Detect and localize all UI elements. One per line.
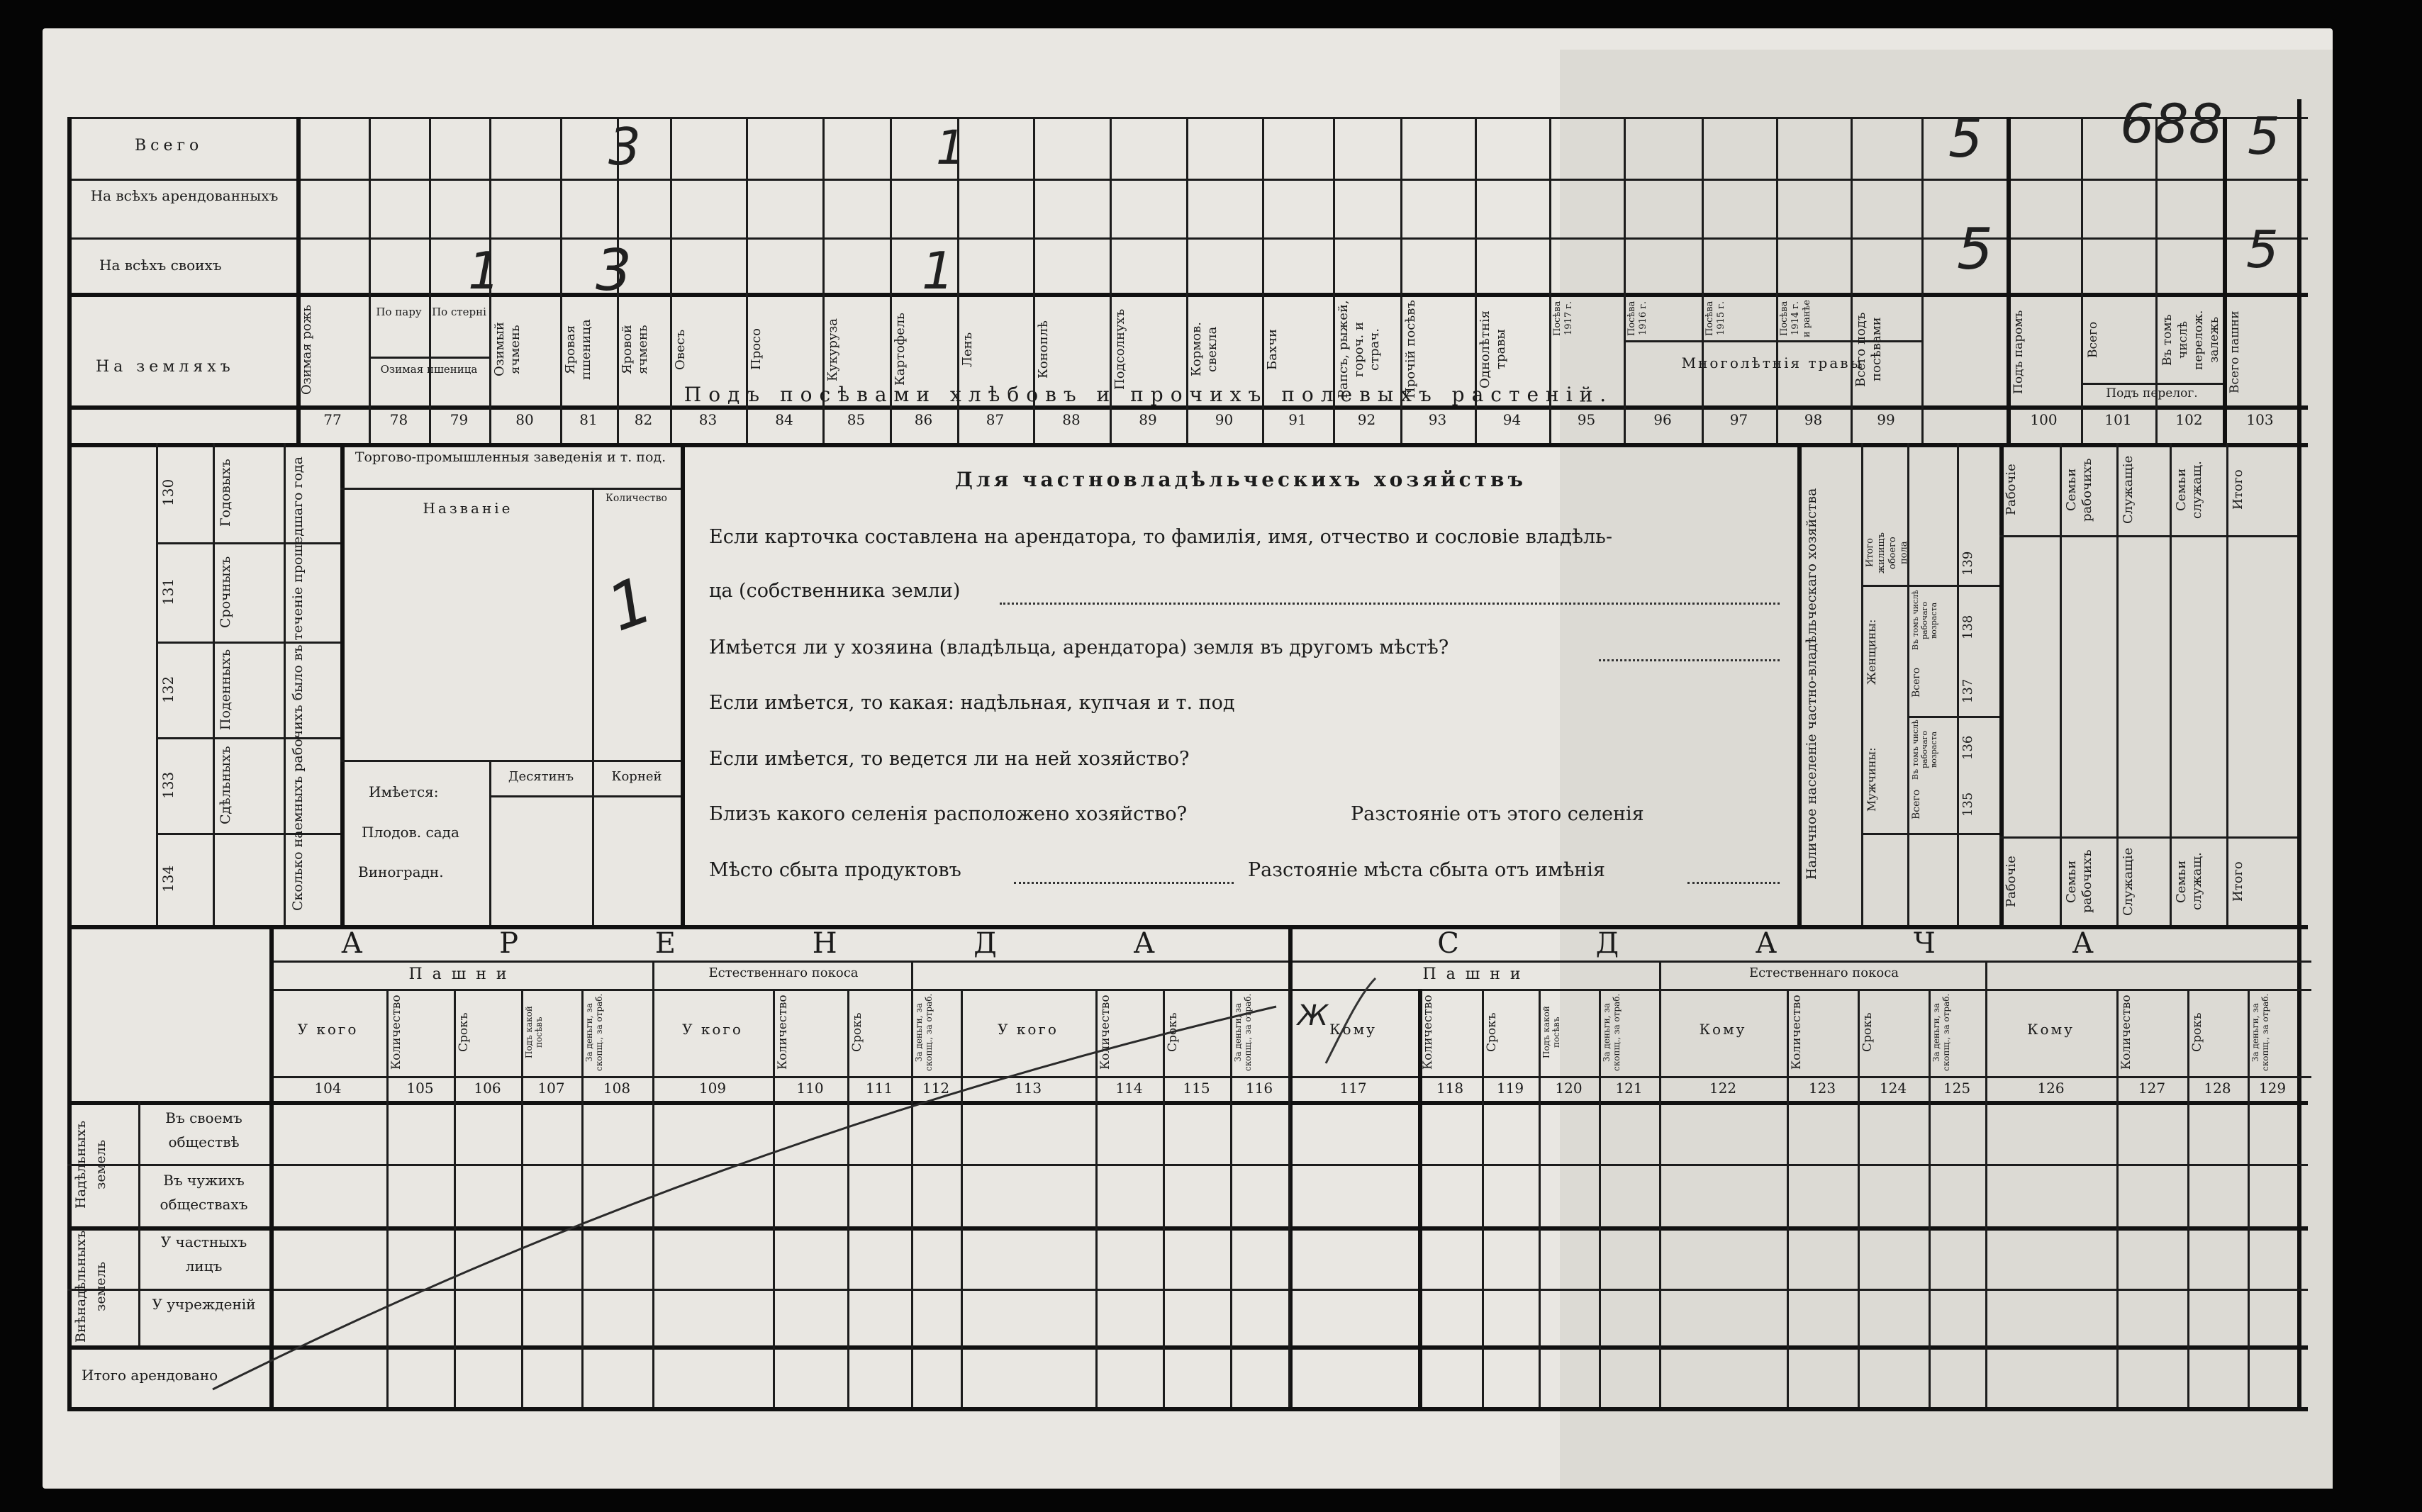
hired-type-number: 130 xyxy=(160,478,177,507)
crop-number: 96 xyxy=(1653,411,1672,428)
bottom-col-number: 105 xyxy=(406,1080,434,1097)
crop-number: 95 xyxy=(1577,411,1596,428)
worker-col-footer: Семьи служащ. xyxy=(2174,852,2204,911)
bottom-col-header: Количество xyxy=(2119,995,2133,1070)
bottom-col-number: 107 xyxy=(537,1080,565,1097)
question-5b: Разстояніе отъ этого селенія xyxy=(1351,803,1644,825)
grass-group-label: Многолѣтнія травы xyxy=(1681,354,1864,371)
crop-label: Кормов. свекла xyxy=(1189,322,1220,377)
pop-column-number: 137 xyxy=(1960,678,1975,704)
hw-total-103: 5 xyxy=(2248,106,2280,166)
crop-number: 91 xyxy=(1288,411,1307,428)
row-other-society: Въ чужихъ обществахъ xyxy=(160,1172,248,1213)
crop-label: Подсолнухъ xyxy=(1112,308,1127,391)
hired-type-number: 133 xyxy=(160,771,177,799)
hw-total-81: 3 xyxy=(608,117,641,177)
bottom-col-header: Количество xyxy=(1790,995,1804,1070)
bottom-col-header: У кого xyxy=(998,1021,1059,1038)
hired-type-number: 131 xyxy=(160,578,177,606)
row-private: У частныхъ лицъ xyxy=(160,1233,247,1275)
bottom-col-number: 121 xyxy=(1615,1080,1643,1097)
worker-col-footer: Служащіе xyxy=(2121,847,2136,916)
crop-number: 88 xyxy=(1062,411,1081,428)
sdacha-pokos: Естественнаго покоса xyxy=(1748,965,1899,980)
bottom-col-header: Срокъ xyxy=(850,1012,864,1052)
hired-type-number: 132 xyxy=(160,676,177,703)
desyatin-header: Десятинъ xyxy=(508,769,574,784)
row-label-lands: На земляхъ xyxy=(96,358,235,376)
korney-header: Корней xyxy=(611,769,662,784)
bottom-col-number: 126 xyxy=(2037,1080,2065,1097)
crop-number: 89 xyxy=(1139,411,1157,428)
bottom-col-number: 129 xyxy=(2258,1080,2287,1097)
row-label-total: Всего xyxy=(135,137,203,155)
field-col-label: Въ томъ числѣ перелож. залежь xyxy=(2160,310,2221,370)
pop-total-both: Итого жилищъ обоего пола xyxy=(1865,532,1909,573)
bottom-col-header: Срокъ xyxy=(1860,1012,1875,1052)
bottom-col-number: 125 xyxy=(1943,1080,1971,1097)
bottom-col-number: 119 xyxy=(1496,1080,1524,1097)
bottom-col-header: Количество xyxy=(776,995,790,1070)
bottom-col-number: 108 xyxy=(603,1080,631,1097)
question-5: Близъ какого селенія расположено хозяйство? xyxy=(709,803,1188,825)
question-2: Имѣется ли у хозяина (владѣльца, арендатора) земля въ другомъ мѣстѣ? xyxy=(709,637,1449,659)
bottom-col-header: За деньги, за скопщ., за отраб. xyxy=(1602,993,1622,1071)
trade-title: Торгово-промышленныя заведенія и т. под. xyxy=(355,449,666,465)
trade-name-header: Названіе xyxy=(423,500,513,517)
crop-label: Посѣва 1914 г. и ранѣе xyxy=(1779,299,1812,337)
bottom-col-number: 127 xyxy=(2138,1080,2166,1097)
field-col-number: 102 xyxy=(2175,411,2203,428)
crop-label: Просо xyxy=(749,328,764,371)
field-col-label: Подъ паромъ xyxy=(2011,310,2026,395)
question-1: Если карточка составлена на арендатора, то фамилія, имя, отчество и сословіе владѣль- xyxy=(709,526,1612,548)
bottom-col-header: Срокъ xyxy=(457,1012,471,1052)
crop-label: Посѣва 1915 г. xyxy=(1704,301,1726,336)
hw-own-79: 1 xyxy=(468,241,501,301)
bottom-col-header: Количество xyxy=(1421,995,1435,1070)
arenda-pashni: Пашни xyxy=(408,965,517,983)
vineyard-label: Виноградн. xyxy=(358,863,444,880)
crop-label: Прочій посѣвъ xyxy=(1403,300,1418,399)
crop-number: 81 xyxy=(579,411,598,428)
hw-stray-mark: 1 xyxy=(598,562,662,646)
bottom-col-number: 123 xyxy=(1808,1080,1836,1097)
private-title: Для частновладѣльческихъ хозяйствъ xyxy=(954,468,1527,491)
field-col-number: 103 xyxy=(2246,411,2274,428)
row-group-nadel: Надѣльныхъ земель xyxy=(73,1120,108,1209)
crop-number: 87 xyxy=(986,411,1005,428)
bottom-col-number: 114 xyxy=(1115,1080,1143,1097)
hw-own-99: 5 xyxy=(1957,216,1993,282)
worker-col-header: Служащіе xyxy=(2121,455,2136,525)
bottom-col-number: 113 xyxy=(1014,1080,1042,1097)
bottom-col-header: У кого xyxy=(682,1021,743,1038)
bottom-col-number: 106 xyxy=(474,1080,501,1097)
question-6b: Разстояніе мѣста сбыта отъ имѣнія xyxy=(1248,859,1605,881)
crop-label: По стерні xyxy=(432,306,486,318)
field-col-label: Всего пашни xyxy=(2228,310,2242,394)
bottom-col-number: 128 xyxy=(2204,1080,2231,1097)
bottom-col-header: За деньги, за скопщ., за отраб. xyxy=(914,993,934,1071)
hired-type-label: Срочныхъ xyxy=(218,556,233,628)
pop-total-men: Всего xyxy=(1911,789,1922,820)
bottom-col-header: Срокъ xyxy=(1485,1012,1499,1052)
hw-own-81: 3 xyxy=(596,237,632,303)
crop-number: 93 xyxy=(1428,411,1447,428)
crop-label: Бахчи xyxy=(1265,329,1280,371)
worker-col-footer: Семьи рабочихъ xyxy=(2064,849,2094,914)
hw-own-103: 5 xyxy=(2246,220,2279,279)
crop-label: Рапсъ, рыжей, гороч. и страч. xyxy=(1336,300,1382,399)
bottom-col-number: 116 xyxy=(1245,1080,1273,1097)
bottom-col-number: 111 xyxy=(865,1080,893,1097)
crop-label: Всего подъ посѣвами xyxy=(1853,312,1884,387)
bottom-col-header: Количество xyxy=(1098,995,1112,1070)
crop-number: 92 xyxy=(1357,411,1376,428)
field-col-number: 101 xyxy=(2104,411,2132,428)
hired-type-label: Поденныхъ xyxy=(218,649,233,730)
row-total-rented: Итого арендовано xyxy=(82,1367,218,1384)
perelog-group-label: Подъ перелог. xyxy=(2106,386,2198,401)
bottom-col-number: 124 xyxy=(1879,1080,1907,1097)
arenda-title: А Р Е Н Д А xyxy=(341,927,1219,960)
crop-label: Посѣва 1917 г. xyxy=(1552,301,1574,336)
row-own-society: Въ своемъ обществѣ xyxy=(165,1109,242,1150)
bottom-col-header: Подъ какой посѣвъ xyxy=(1541,1006,1561,1058)
worker-col-footer: Итого xyxy=(2231,861,2245,902)
bottom-col-header: Кому xyxy=(1699,1021,1747,1038)
crop-number: 82 xyxy=(634,411,653,428)
field-col-number: 100 xyxy=(2030,411,2058,428)
bottom-col-number: 118 xyxy=(1436,1080,1464,1097)
bottom-col-header: За деньги, за скопщ., за отраб. xyxy=(584,993,604,1071)
hired-type-label: Сдѣльныхъ xyxy=(218,746,233,824)
crop-number: 90 xyxy=(1215,411,1234,428)
bottom-col-header: За деньги, за скопщ., за отраб. xyxy=(1233,993,1253,1071)
crop-number: 79 xyxy=(450,411,469,428)
hired-type-number: 134 xyxy=(160,865,177,893)
bottom-col-number: 110 xyxy=(796,1080,824,1097)
crop-number: 94 xyxy=(1502,411,1522,428)
crop-label: Ленъ xyxy=(960,332,975,367)
crop-number: 78 xyxy=(389,411,408,428)
sdacha-pashni: Пашни xyxy=(1422,965,1531,983)
hw-field-mark: Ж xyxy=(1298,999,1329,1032)
bottom-col-number: 117 xyxy=(1339,1080,1367,1097)
row-institutions: У учрежденій xyxy=(152,1296,256,1313)
women-label: Женщины: xyxy=(1865,619,1878,685)
bottom-col-header: Подъ какой посѣвъ xyxy=(524,1006,544,1058)
bottom-col-number: 122 xyxy=(1709,1080,1737,1097)
question-1-cont: ца (собственника земли) xyxy=(709,580,961,602)
crop-number: 97 xyxy=(1729,411,1748,428)
crop-number: 85 xyxy=(847,411,866,428)
row-group-vnenadel: Внѣнадѣльныхъ земель xyxy=(73,1230,108,1343)
crop-number: 77 xyxy=(323,411,342,428)
bottom-col-number: 104 xyxy=(314,1080,342,1097)
pop-column-number: 138 xyxy=(1960,615,1975,640)
bottom-col-header: За деньги, за скопщ., за отраб. xyxy=(1931,993,1951,1071)
bottom-col-number: 109 xyxy=(698,1080,727,1097)
worker-col-header: Семьи рабочихъ xyxy=(2064,458,2094,522)
crop-number: 84 xyxy=(775,411,793,428)
pop-workers-men: Въ томъ числѣ рабочаго возраста xyxy=(1911,719,1938,780)
hw-own-85: 1 xyxy=(922,241,954,301)
crop-number: 83 xyxy=(698,411,718,428)
worker-col-header: Семьи служащ. xyxy=(2174,461,2204,519)
sdacha-title: С Д А Ч А xyxy=(1437,927,2158,960)
crop-label: Картофель xyxy=(893,313,908,386)
field-col-label: Всего xyxy=(2086,321,2100,359)
arenda-pokos: Естественнаго покоса xyxy=(708,965,859,980)
crop-label: Коноплѣ xyxy=(1036,320,1051,379)
pop-column-number: 139 xyxy=(1960,551,1975,576)
worker-col-header: Рабочіе xyxy=(2004,464,2019,516)
bottom-col-number: 112 xyxy=(922,1080,950,1097)
crop-label: Однолѣтнія травы xyxy=(1478,310,1508,389)
crop-number: 80 xyxy=(515,411,534,428)
has-label: Имѣется: xyxy=(369,783,439,800)
bottom-col-header: Срокъ xyxy=(1166,1012,1180,1052)
pop-workers-women: Въ томъ числѣ рабочаго возраста xyxy=(1911,590,1938,651)
worker-col-footer: Рабочіе xyxy=(2004,856,2019,907)
crop-number: 99 xyxy=(1877,411,1895,428)
crop-label: Озимый ячмень xyxy=(492,322,523,377)
question-4: Если имѣется, то ведется ли на ней хозяйство? xyxy=(709,748,1190,770)
trade-count-header: Количество xyxy=(606,493,667,504)
bottom-col-header: Кому xyxy=(1329,1021,1377,1038)
bottom-col-header: Срокъ xyxy=(2190,1012,2204,1052)
hw-sheet-number: 688 xyxy=(2120,92,2223,155)
hw-total-99: 5 xyxy=(1948,106,1983,169)
crop-label: По пару xyxy=(376,306,422,318)
bottom-col-header: За деньги, за скопщ., за отраб. xyxy=(2250,993,2270,1071)
section-title: Подъ посѣвами хлѣбовъ и прочихъ полевыхъ растеній. xyxy=(683,383,1614,406)
row-label-own: На всѣхъ своихъ xyxy=(99,257,222,274)
crop-label: Яровой ячмень xyxy=(620,325,650,374)
crop-label: Яровая пшеница xyxy=(563,319,593,380)
hired-type-label: Годовыхъ xyxy=(218,459,233,527)
crop-label: Овесъ xyxy=(673,329,688,370)
bottom-col-header: У кого xyxy=(297,1021,359,1038)
crop-number: 98 xyxy=(1804,411,1823,428)
bottom-col-header: Кому xyxy=(2027,1021,2075,1038)
hw-total-85: 1 xyxy=(936,121,966,175)
population-label: Наличное населеніе частно-владѣльческаго хозяйства xyxy=(1804,488,1819,880)
orchard-label: Плодов. сада xyxy=(362,824,459,841)
worker-col-header: Итого xyxy=(2231,469,2245,510)
hired-workers-label: Сколько наемныхъ рабочихъ было въ теченіе прошедшаго года xyxy=(290,457,306,912)
wheat-group-label: Озимая пшеница xyxy=(380,363,478,376)
crop-label: Кукуруза xyxy=(825,318,840,381)
bottom-col-header: Количество xyxy=(389,995,403,1070)
question-3: Если имѣется, то какая: надѣльная, купчая и т. под xyxy=(709,692,1235,714)
men-label: Мужчины: xyxy=(1865,747,1878,812)
pop-column-number: 136 xyxy=(1960,735,1975,761)
row-label-rented: На всѣхъ арендованныхъ xyxy=(90,187,279,204)
bottom-col-number: 120 xyxy=(1555,1080,1583,1097)
pop-total-women: Всего xyxy=(1911,667,1922,698)
bottom-col-number: 115 xyxy=(1183,1080,1210,1097)
question-6: Мѣсто сбыта продуктовъ xyxy=(709,859,961,881)
crop-label: Озимая рожь xyxy=(299,304,314,395)
pop-column-number: 135 xyxy=(1960,792,1975,817)
crop-number: 86 xyxy=(914,411,933,428)
crop-label: Посѣва 1916 г. xyxy=(1626,301,1648,336)
